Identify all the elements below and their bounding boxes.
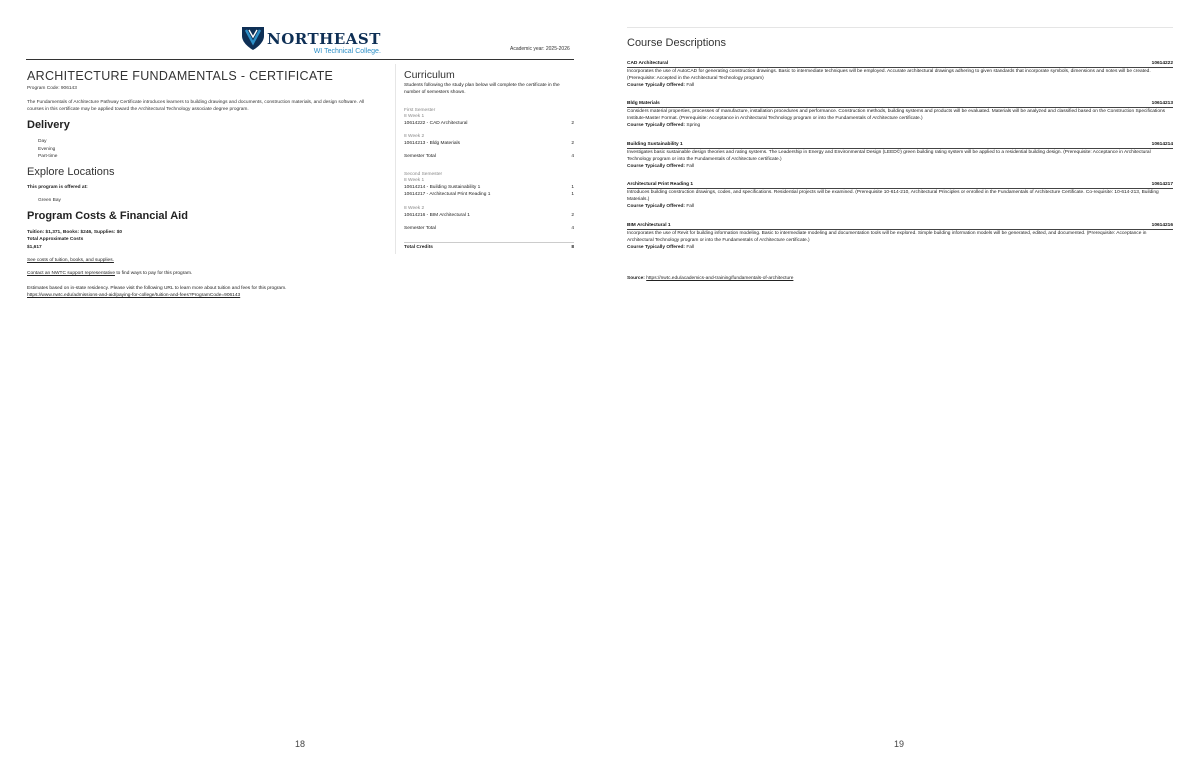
nwtc-logo: [241, 25, 381, 56]
course-header: [627, 101, 1173, 106]
block-label: 8 Week 1: [404, 178, 425, 183]
course-body: Incorporates the use of AutoCAD for generating construction drawings. Basic to intermediate techniques will be employed. Accurate architectural drawings adhering to given standards that incorporate symbols, dimensions and notes will be created. (Prerequisite: Accepted in the Architectural Technology program): [627, 69, 1151, 81]
column-divider: [395, 64, 396, 254]
contact-rest-text: to find ways to pay for this program.: [114, 271, 193, 276]
course-title: CAD Architectural: [627, 61, 669, 66]
course-number: 10614216: [1151, 223, 1173, 228]
total-divider: [404, 242, 574, 243]
semester-1: [404, 108, 574, 126]
see-costs-link[interactable]: See costs of tuition, books, and supplies.: [27, 258, 114, 263]
offered-term: Fall: [685, 83, 695, 89]
course-title: Bldg Materials: [627, 101, 660, 106]
total-credits-label: Total Credits: [404, 245, 433, 250]
offered-term: Fall: [685, 245, 695, 251]
course-credits: 1: [571, 185, 574, 190]
semester-label: First Semester: [404, 108, 436, 113]
course-name: 10614214 - Building Sustainability 1: [404, 185, 481, 190]
total-costs-value: $1,617: [27, 245, 42, 250]
delivery-item: Part-time: [38, 154, 58, 160]
semester-total-value: 4: [571, 154, 574, 159]
semester-2-block-2: [404, 206, 574, 218]
course-number: 10614222: [1151, 61, 1173, 66]
page-number: 18: [295, 739, 306, 749]
course-body: Incorporates the use of Revit for building information modeling. Basic to intermediate modeling and documentation tools will be explored. Simple building information models will be generated, edited, and documented. (Prerequisite: Acceptance in Architectural Technology program or into the Fundamentals of Architecture certificate.): [627, 231, 1147, 243]
course-credits: 2: [571, 213, 574, 218]
course-header: [627, 182, 1173, 187]
estimates-note: [27, 285, 379, 299]
course-divider: [627, 188, 1173, 189]
delivery-heading: Delivery: [27, 119, 70, 131]
course-number: 10614214: [1151, 142, 1173, 147]
explore-locations-heading: Explore Locations: [27, 166, 115, 178]
course-name: 10614213 - Bldg Materials: [404, 141, 460, 146]
offered-term: Fall: [685, 204, 695, 210]
curriculum-course-row: [404, 192, 574, 197]
delivery-list: [38, 138, 390, 161]
total-costs-label: Total Approximate Costs: [27, 237, 84, 242]
cost-breakdown: Tuition: $1,371, Books: $246, Supplies: $0: [27, 230, 123, 235]
offered-at-label: This program is offered at:: [27, 185, 88, 190]
delivery-item: Day: [38, 139, 47, 144]
curriculum-heading: Curriculum: [404, 69, 455, 81]
course-description: [627, 182, 1173, 210]
offered-term: Spring: [685, 123, 701, 129]
course-credits: 2: [571, 141, 574, 146]
course-divider: [627, 229, 1173, 230]
offered-label: Course Typically Offered:: [627, 245, 686, 251]
course-title: Architectural Print Reading 1: [627, 182, 694, 187]
course-divider: [627, 67, 1173, 68]
page-number: 19: [894, 739, 905, 749]
course-header: [627, 61, 1173, 66]
contact-line: [27, 271, 379, 276]
course-body: Considers material properties, processes of manufacture, installation procedures and performance. Construction methods, building systems and products will be evaluated. Materials will be analyzed and classified based on the Construction Specifications Institute-Master Format. (Prerequisite: Acceptance in Architectural Technology program or into the Fundamentals of Architecture certificate.): [627, 109, 1166, 121]
course-body: Investigates basic sustainable design theories and rating systems. The Leadership in Energy and Environmental Design (LEED©) green building rating system will be applied to a residential building design. (Prerequisite: Acceptance in Architectural Technology program or into the Fundamentals of Architecture certificate.): [627, 150, 1151, 162]
semester-2: [404, 172, 574, 197]
semester-1-block-2: [404, 134, 574, 146]
delivery-item: Evening: [38, 146, 56, 152]
curriculum-intro: Students following the study plan below will complete the certificate in the number of semesters shown.: [404, 83, 560, 95]
offered-label: Course Typically Offered:: [627, 164, 686, 170]
course-descriptions-heading: Course Descriptions: [627, 37, 727, 49]
course-divider: [627, 107, 1173, 108]
course-description: [627, 142, 1173, 170]
course-description: [627, 101, 1173, 129]
course-title: Building Sustainability 1: [627, 142, 683, 147]
course-body: Introduces building construction drawings, codes, and specifications. Residential projects will be examined. (Prerequisite 10-614-210, Architectural Principles or enrolled in the Fundamentals of Architecture Certificate. Co-requisite: 10-614-213, Building Materials.): [627, 190, 1159, 202]
course-name: 10614216 - BIM Architectural 1: [404, 213, 470, 218]
offered-term: Fall: [685, 164, 695, 170]
curriculum-course-row: [404, 141, 574, 146]
shield-icon: [241, 25, 265, 51]
course-description: [627, 61, 1173, 89]
source-label: Source:: [627, 276, 645, 281]
offered-label: Course Typically Offered:: [627, 83, 686, 89]
course-number: 10614217: [1151, 182, 1173, 187]
contact-support-link[interactable]: Contact an NWTC support representative: [27, 271, 115, 276]
program-title: ARCHITECTURE FUNDAMENTALS - CERTIFICATE: [27, 69, 334, 83]
block-label: 8 Week 1: [404, 114, 425, 119]
curriculum-course-row: [404, 121, 574, 126]
course-offered: [627, 122, 1173, 129]
header-divider: [26, 59, 574, 60]
top-divider: [627, 27, 1173, 28]
estimates-text: Estimates based on in-state residency. Please visit the following URL to learn more about tuition and fees for this program.: [27, 286, 287, 291]
tuition-url-link[interactable]: https://www.nwtc.edu/admissions-and-aid/paying-for-college/tuition-and-fees?ProgramCode=906143: [27, 293, 241, 298]
curriculum-course-row: [404, 213, 574, 218]
course-offered: [627, 244, 1173, 251]
source-url-link[interactable]: https://nwtc.edu/academics-and-training/fundamentals-of-architecture: [646, 276, 794, 281]
course-offered: [627, 163, 1173, 170]
semester-total-value: 4: [571, 226, 574, 231]
course-title: BIM Architectural 1: [627, 223, 671, 228]
block-label: 8 Week 2: [404, 134, 425, 139]
course-offered: [627, 82, 1173, 89]
total-credits-value: 8: [571, 245, 574, 250]
semester-total-row: [404, 226, 574, 231]
course-description: [627, 223, 1173, 251]
curriculum-course-row: [404, 185, 574, 190]
semester-total-row: [404, 154, 574, 159]
course-offered: [627, 203, 1173, 210]
logo-name: NORTHEAST: [267, 30, 381, 48]
course-credits: 2: [571, 121, 574, 126]
source-line: [627, 276, 793, 281]
semester-total-label: Semester Total: [404, 226, 436, 231]
course-name: 10614217 - Architectural Print Reading 1: [404, 192, 491, 197]
program-description: The Fundamentals of Architecture Pathway Certificate introduces learners to building drawings and documents, construction materials, and design software. All courses in this certificate may be applied toward the Architectural Technology associate degree program.: [27, 100, 365, 112]
course-name: 10614222 - CAD Architectural: [404, 121, 468, 126]
semester-total-label: Semester Total: [404, 154, 436, 159]
academic-year: Academic year: 2025-2026: [510, 46, 570, 52]
block-label: 8 Week 2: [404, 206, 425, 211]
course-header: [627, 142, 1173, 147]
course-header: [627, 223, 1173, 228]
total-credits-row: [404, 245, 574, 250]
course-credits: 1: [571, 192, 574, 197]
logo-subtitle: WI Technical College.: [313, 48, 381, 55]
program-costs-heading: Program Costs & Financial Aid: [27, 210, 188, 222]
offered-label: Course Typically Offered:: [627, 123, 686, 129]
course-divider: [627, 148, 1173, 149]
location-green-bay: Green Bay: [38, 198, 61, 203]
program-code: Program Code: 906143: [27, 86, 77, 91]
course-number: 10614213: [1151, 101, 1173, 106]
semester-label: Second Semester: [404, 172, 443, 177]
offered-label: Course Typically Offered:: [627, 204, 686, 210]
